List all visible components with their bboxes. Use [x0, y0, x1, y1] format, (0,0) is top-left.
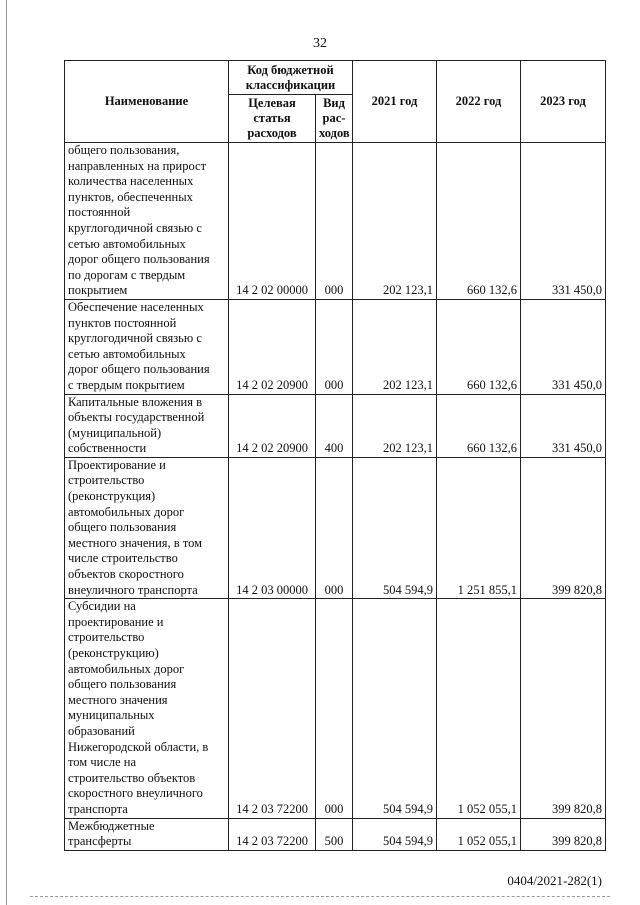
row-value-2021: 202 123,1: [353, 299, 437, 394]
table-row: [65, 143, 606, 300]
row-value-2022: 1 052 055,1: [437, 599, 521, 818]
row-kind-cell: 000: [316, 599, 353, 818]
row-value-2023: 399 820,8: [521, 599, 606, 818]
row-name-cell: Субсидии на проектирование и строительство (реконструкцию) автомобильных дорог общего пользования местного значения муниципальных образований Нижегородской области, в том числе на строительство объектов скоростного внеуличного транспорта: [65, 599, 229, 818]
table-row: [65, 457, 606, 598]
row-value-2022: 660 132,6: [437, 143, 521, 300]
table-row: [65, 394, 606, 457]
table-row: [65, 599, 606, 818]
header-year-2021: 2021 год: [353, 61, 437, 143]
row-value-2021: 504 594,9: [353, 818, 437, 850]
row-name-cell: Проектирование и строительство (реконструкция) автомобильных дорог общего пользования местного значения, в том числе строительство объектов скоростного внеуличного транспорта: [65, 457, 229, 598]
row-code-cell: 14 2 03 72200: [229, 599, 316, 818]
table-header: [65, 61, 606, 143]
row-kind-cell: 500: [316, 818, 353, 850]
bottom-dashed-line: [30, 896, 610, 897]
header-target-article: Целевая статья расходов: [229, 95, 316, 143]
table-row: [65, 818, 606, 850]
row-name-cell: общего пользования, направленных на прирост количества населенных пунктов, обеспеченных постоянной круглогодичной связью с сетью автомобильных дорог общего пользования по дорогам с твердым покрытием: [65, 143, 229, 300]
row-value-2022: 660 132,6: [437, 394, 521, 457]
header-expense-kind: Вид рас-ходов: [316, 95, 353, 143]
left-edge-line: [6, 0, 7, 905]
row-value-2021: 202 123,1: [353, 394, 437, 457]
table-body: [65, 143, 606, 851]
header-year-2022: 2022 год: [437, 61, 521, 143]
row-kind-cell: 000: [316, 299, 353, 394]
row-value-2023: 331 450,0: [521, 394, 606, 457]
table-row: [65, 299, 606, 394]
row-value-2023: 399 820,8: [521, 457, 606, 598]
row-value-2021: 202 123,1: [353, 143, 437, 300]
row-value-2023: 399 820,8: [521, 818, 606, 850]
row-value-2022: 1 251 855,1: [437, 457, 521, 598]
row-name-cell: Капитальные вложения в объекты государственной (муниципальной) собственности: [65, 394, 229, 457]
row-code-cell: 14 2 02 20900: [229, 299, 316, 394]
document-code: 0404/2021-282(1): [507, 873, 602, 888]
page-number: 32: [313, 36, 327, 51]
row-name-cell: Обеспечение населенных пунктов постоянной круглогодичной связью с сетью автомобильных дорог общего пользования с твердым покрытием: [65, 299, 229, 394]
row-kind-cell: 400: [316, 394, 353, 457]
row-value-2023: 331 450,0: [521, 299, 606, 394]
row-value-2021: 504 594,9: [353, 457, 437, 598]
header-name: Наименование: [65, 61, 229, 143]
row-code-cell: 14 2 02 00000: [229, 143, 316, 300]
row-value-2022: 660 132,6: [437, 299, 521, 394]
row-name-cell: Межбюджетные трансферты: [65, 818, 229, 850]
budget-table: [64, 60, 606, 851]
row-code-cell: 14 2 02 20900: [229, 394, 316, 457]
row-kind-cell: 000: [316, 143, 353, 300]
header-code-group: Код бюджетной классификации: [229, 61, 353, 95]
header-year-2023: 2023 год: [521, 61, 606, 143]
row-kind-cell: 000: [316, 457, 353, 598]
row-value-2021: 504 594,9: [353, 599, 437, 818]
row-value-2023: 331 450,0: [521, 143, 606, 300]
row-code-cell: 14 2 03 72200: [229, 818, 316, 850]
row-code-cell: 14 2 03 00000: [229, 457, 316, 598]
row-value-2022: 1 052 055,1: [437, 818, 521, 850]
